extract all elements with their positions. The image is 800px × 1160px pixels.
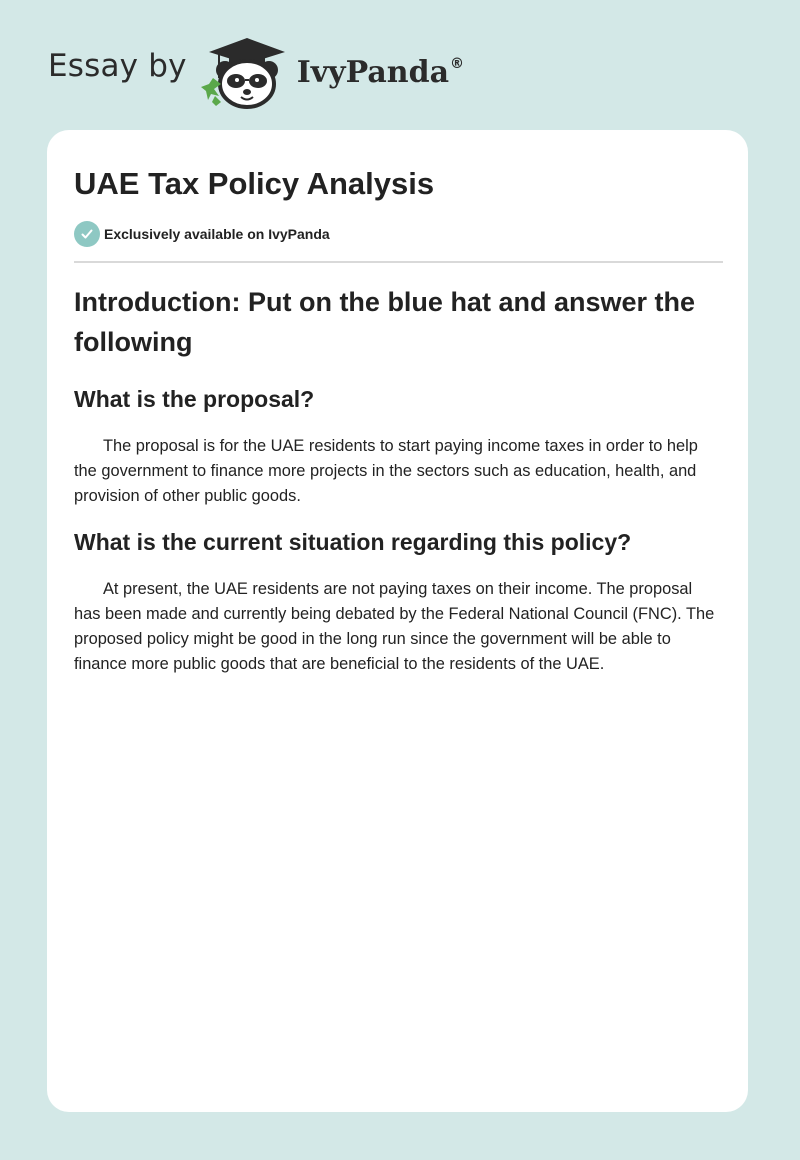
section-heading: What is the proposal?: [74, 386, 315, 412]
check-circle-icon: [74, 221, 100, 247]
intro-heading: Introduction: Put on the blue hat and answer the following: [74, 287, 695, 357]
exclusive-badge-text: Exclusively available on IvyPanda: [104, 226, 330, 242]
site-header: [48, 34, 464, 110]
essay-title: UAE Tax Policy Analysis: [74, 166, 435, 201]
panda-logo-icon[interactable]: [201, 34, 293, 110]
section-paragraph: At present, the UAE residents are not paying taxes on their income. The proposal has been made and currently being debated by the Federal National Council (FNC). The proposed policy might be good in the long run since the government will be able to finance more public goods that are beneficial to the residents of the UAE.: [74, 580, 715, 673]
title-divider: [74, 261, 723, 263]
exclusive-badge: [74, 221, 330, 247]
section-heading: What is the current situation regarding this policy?: [74, 529, 632, 555]
brand-name: IvyPanda®: [296, 54, 465, 90]
essay-card: [47, 130, 748, 1112]
registered-mark: ®: [450, 55, 465, 72]
essay-by-label: Essay by: [48, 48, 187, 84]
section-paragraph: The proposal is for the UAE residents to start paying income taxes in order to help the government to finance more projects in the sectors such as education, health, and provision of other public goods.: [74, 437, 698, 505]
